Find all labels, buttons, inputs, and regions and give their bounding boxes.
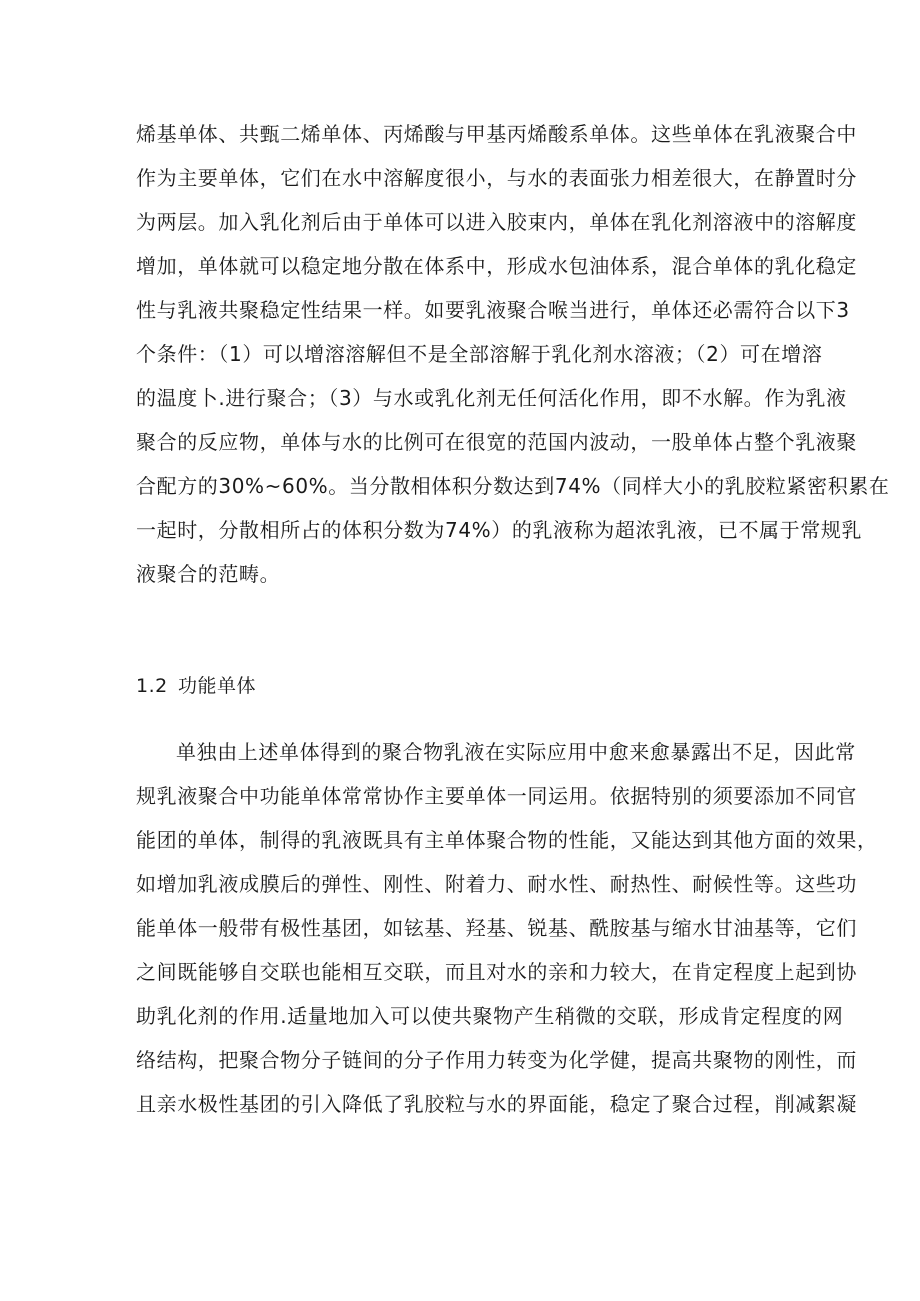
paragraph-1-line-11: 液聚合的范畴。 xyxy=(136,562,281,586)
paragraph-1-line-9: 合配方的30%~60%。当分散相体积分数达到74%（同样大小的乳胶粒紧密积累在 xyxy=(136,474,890,498)
paragraph-2-line-9: 且亲水极性基团的引入降低了乳胶粒与水的界面能，稳定了聚合过程，削减絮凝 xyxy=(136,1092,857,1116)
paragraph-1-line-4: 增加，单体就可以稳定地分散在体系中，形成水包油体系，混合单体的乳化稳定 xyxy=(136,254,857,278)
paragraph-1-line-10: 一起时，分散相所占的体积分数为74%）的乳液称为超浓乳液，已不属于常规乳 xyxy=(136,518,863,542)
section-title: 功能单体 xyxy=(178,675,257,697)
paragraph-1-line-2: 作为主要单体，它们在水中溶解度很小，与水的表面张力相差很大，在静置时分 xyxy=(136,166,857,190)
paragraph-2-line-1: 单独由上述单体得到的聚合物乳液在实际应用中愈来愈暴露出不足，因此常 xyxy=(176,740,856,764)
paragraph-1-line-1: 烯基单体、共甄二烯单体、丙烯酸与甲基丙烯酸系单体。这些单体在乳液聚合中 xyxy=(136,122,857,146)
paragraph-1-line-7: 的温度卜.进行聚合；（3）与水或乳化剂无任何活化作用，即不水解。作为乳液 xyxy=(136,386,847,410)
paragraph-1-line-6: 个条件：（1）可以增溶溶解但不是全部溶解于乳化剂水溶液；（2）可在增溶 xyxy=(136,342,823,366)
paragraph-2-line-4: 如增加乳液成膜后的弹性、刚性、附着力、耐水性、耐热性、耐候性等。这些功 xyxy=(136,872,857,896)
paragraph-2-line-8: 络结构，把聚合物分子链间的分子作用力转变为化学健，提高共聚物的刚性，而 xyxy=(136,1048,857,1072)
paragraph-1-line-8: 聚合的反应物，单体与水的比例可在很宽的范国内波动，一股单体占整个乳液聚 xyxy=(136,430,857,454)
paragraph-1-line-3: 为两层。加入乳化剂后由于单体可以进入胶束内，单体在乳化剂溶液中的溶解度 xyxy=(136,210,857,234)
paragraph-2-line-2: 规乳液聚合中功能单体常常协作主要单体一同运用。依据特别的须要添加不同官 xyxy=(136,784,857,808)
paragraph-1-line-5: 性与乳液共聚稳定性结果一样。如要乳液聚合喉当进行，单体还必需符合以下3 xyxy=(136,298,850,322)
paragraph-2-line-7: 助乳化剂的作用.适量地加入可以使共聚物产生稍微的交联，形成肯定程度的网 xyxy=(136,1004,844,1028)
paragraph-2-line-6: 之间既能够自交联也能相互交联，而且对水的亲和力较大，在肯定程度上起到协 xyxy=(136,960,857,984)
paragraph-2-line-3: 能团的单体，制得的乳液既具有主单体聚合物的性能，又能达到其他方面的效果， xyxy=(136,828,878,852)
section-heading xyxy=(136,672,256,700)
section-number: 1.2 xyxy=(136,675,168,697)
paragraph-2-line-5: 能单体一般带有极性基团，如铉基、羟基、锐基、酰胺基与缩水甘油基等，它们 xyxy=(136,916,857,940)
